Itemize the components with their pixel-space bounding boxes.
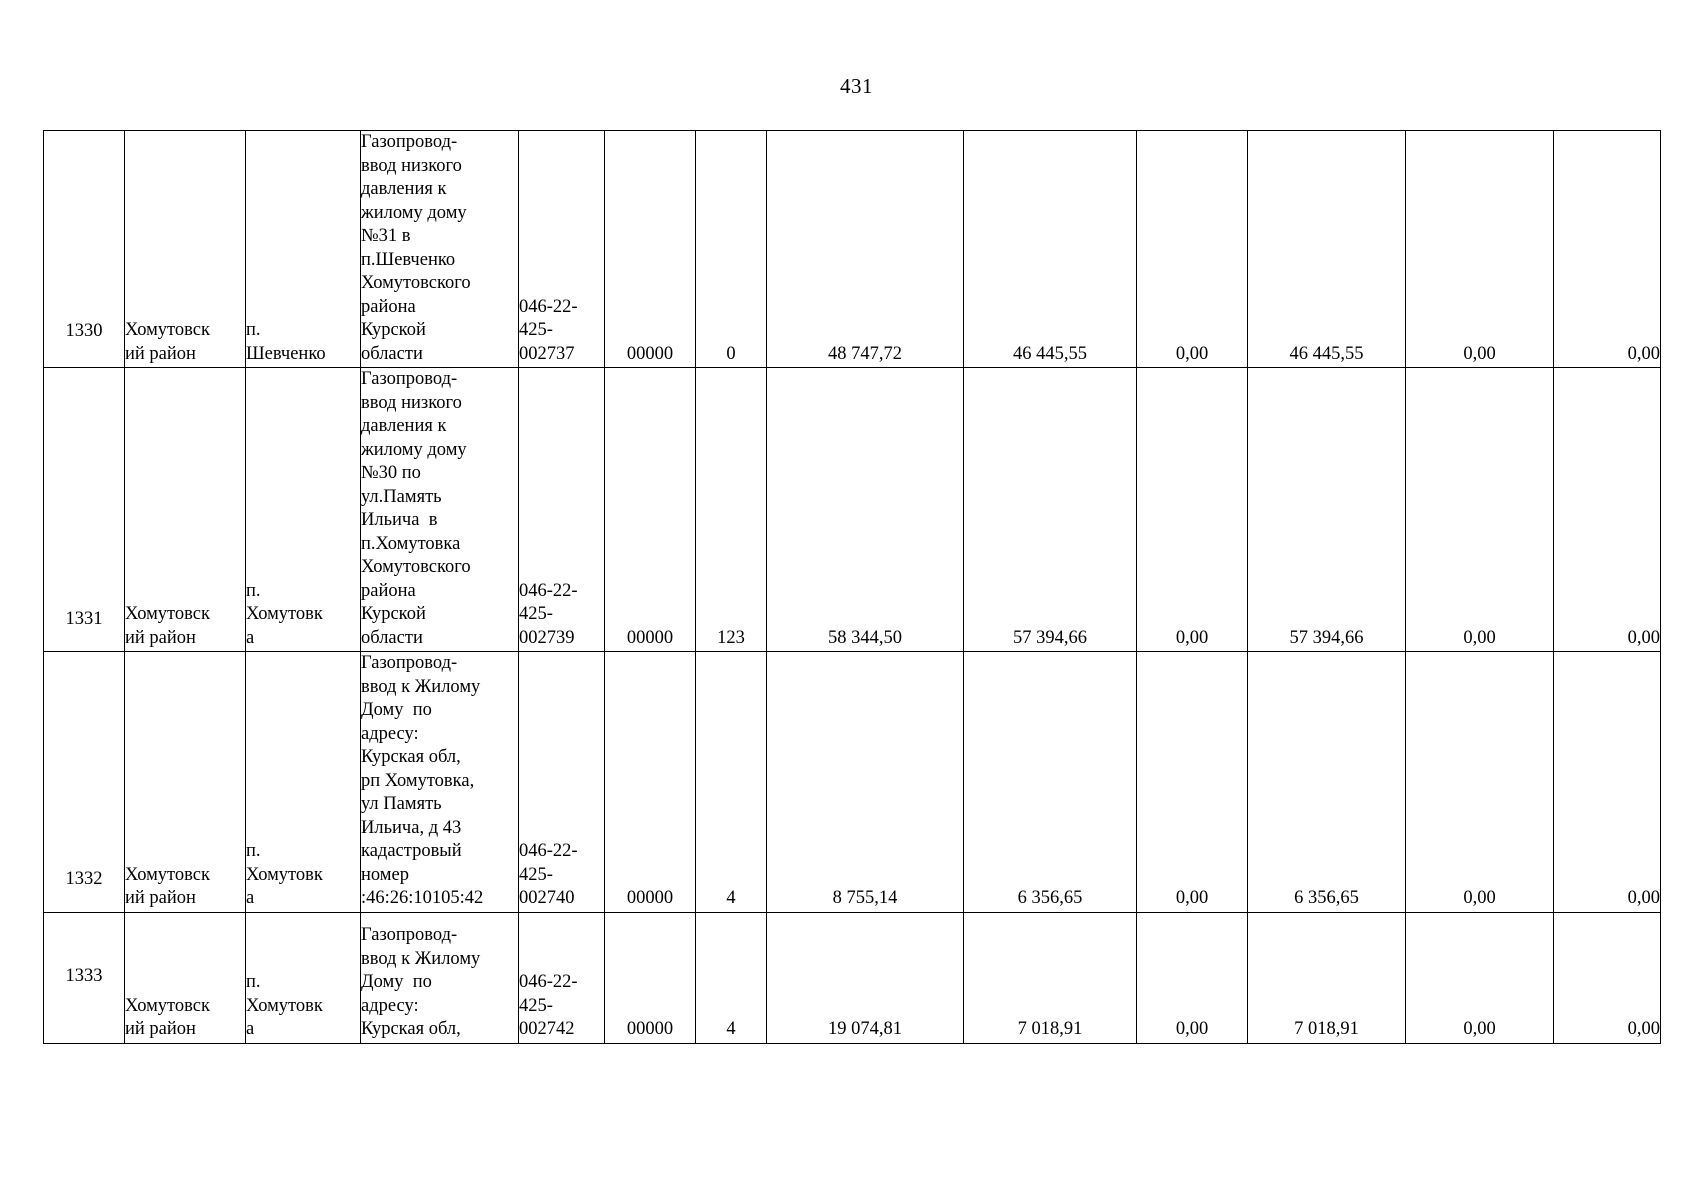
settlement-line: Хомутовк xyxy=(246,864,323,885)
col12-cell: 0,00 xyxy=(1406,368,1554,652)
name-line: п.Шевченко xyxy=(361,249,456,270)
table-row xyxy=(44,368,1661,652)
district-line: Хомутовск xyxy=(125,995,210,1016)
col9-cell: 46 445,55 xyxy=(964,131,1137,368)
name-line: :46:26:10105:42 xyxy=(361,888,484,908)
name-line: адресу: xyxy=(361,723,419,744)
district-line: ий район xyxy=(125,627,196,648)
name-line: Курская обл, xyxy=(361,1019,461,1039)
code-line: 002742 xyxy=(519,1019,575,1039)
col13-cell: 0,00 xyxy=(1554,131,1661,368)
col7-cell: 4 xyxy=(696,652,767,913)
col10-cell: 0,00 xyxy=(1137,368,1248,652)
inventory-code-cell xyxy=(519,912,605,1043)
row-number: 1332 xyxy=(44,652,125,913)
name-line: рп Хомутовка, xyxy=(361,770,475,791)
district-line: Хомутовск xyxy=(125,864,210,885)
col6-cell: 00000 xyxy=(605,131,696,368)
col10-cell: 0,00 xyxy=(1137,652,1248,913)
settlement-cell xyxy=(246,131,361,368)
settlement-line: п. xyxy=(246,320,261,340)
code-line: 046-22- xyxy=(519,841,578,861)
col9-cell: 57 394,66 xyxy=(964,368,1137,652)
inventory-code-cell xyxy=(519,131,605,368)
settlement-cell xyxy=(246,912,361,1043)
table-row xyxy=(44,652,1661,913)
table-row xyxy=(44,131,1661,368)
col8-cell: 8 755,14 xyxy=(767,652,964,913)
name-line: области xyxy=(361,627,423,648)
district-cell xyxy=(125,912,246,1043)
col6-cell: 00000 xyxy=(605,912,696,1043)
col7-cell: 123 xyxy=(696,368,767,652)
name-line: номер xyxy=(361,864,409,885)
district-cell xyxy=(125,368,246,652)
col13-cell: 0,00 xyxy=(1554,368,1661,652)
settlement-line: п. xyxy=(246,580,261,601)
name-line: жилому дому xyxy=(361,202,467,223)
settlement-line: п. xyxy=(246,841,261,861)
col11-cell: 57 394,66 xyxy=(1248,368,1406,652)
name-line: №31 в xyxy=(361,226,411,246)
name-line: Хомутовского xyxy=(361,557,471,577)
inventory-code-cell xyxy=(519,652,605,913)
district-line: Хомутовск xyxy=(125,604,210,624)
col6-cell: 00000 xyxy=(605,368,696,652)
district-line: ий район xyxy=(125,888,196,908)
code-line: 425- xyxy=(519,995,553,1016)
col9-cell: 7 018,91 xyxy=(964,912,1137,1043)
object-name-cell xyxy=(361,912,519,1043)
name-line: Дому по xyxy=(361,972,432,992)
name-line: ввод к Жилому xyxy=(361,948,481,969)
name-line: Газопровод- xyxy=(361,925,458,945)
name-line: ул.Память xyxy=(361,486,442,507)
name-line: Ильича в xyxy=(361,510,438,530)
district-cell xyxy=(125,131,246,368)
row-number: 1333 xyxy=(44,912,125,1043)
col8-cell: 48 747,72 xyxy=(767,131,964,368)
code-line: 002737 xyxy=(519,343,575,364)
col13-cell: 0,00 xyxy=(1554,912,1661,1043)
col11-cell: 6 356,65 xyxy=(1248,652,1406,913)
name-line: ввод низкого xyxy=(361,392,462,413)
settlement-line: а xyxy=(246,627,255,648)
name-line: района xyxy=(361,296,416,317)
col12-cell: 0,00 xyxy=(1406,131,1554,368)
name-line: давления к xyxy=(361,179,447,199)
inventory-code-cell xyxy=(519,368,605,652)
name-line: ввод к Жилому xyxy=(361,676,481,697)
page-number: 431 xyxy=(840,74,873,98)
col10-cell: 0,00 xyxy=(1137,131,1248,368)
settlement-line: а xyxy=(246,888,255,908)
col11-cell: 7 018,91 xyxy=(1248,912,1406,1043)
code-line: 046-22- xyxy=(519,580,578,601)
district-cell xyxy=(125,652,246,913)
name-line: кадастровый xyxy=(361,841,462,861)
name-line: Курской xyxy=(361,604,426,624)
code-line: 425- xyxy=(519,604,553,624)
code-line: 046-22- xyxy=(519,972,578,992)
settlement-line: п. xyxy=(246,972,261,992)
name-line: жилому дому xyxy=(361,439,467,460)
name-line: Газопровод- xyxy=(361,132,458,152)
col8-cell: 58 344,50 xyxy=(767,368,964,652)
code-line: 046-22- xyxy=(519,296,578,317)
name-line: Дому по xyxy=(361,700,432,720)
name-line: Газопровод- xyxy=(361,369,458,389)
settlement-cell xyxy=(246,652,361,913)
district-line: ий район xyxy=(125,1019,196,1039)
name-line: Ильича, д 43 xyxy=(361,817,462,838)
col11-cell: 46 445,55 xyxy=(1248,131,1406,368)
code-line: 002740 xyxy=(519,888,575,908)
name-line: ввод низкого xyxy=(361,155,462,176)
settlement-line: Хомутовк xyxy=(246,604,323,624)
row-number: 1330 xyxy=(44,131,125,368)
district-line: Хомутовск xyxy=(125,320,210,340)
col12-cell: 0,00 xyxy=(1406,652,1554,913)
name-line: давления к xyxy=(361,416,447,436)
table-row xyxy=(44,912,1661,1043)
code-line: 002739 xyxy=(519,627,575,648)
object-name-cell xyxy=(361,131,519,368)
name-line: области xyxy=(361,343,423,364)
name-line: ул Память xyxy=(361,794,442,814)
col7-cell: 0 xyxy=(696,131,767,368)
district-line: ий район xyxy=(125,343,196,364)
object-name-cell xyxy=(361,368,519,652)
registry-table xyxy=(43,130,1661,1044)
name-line: Хомутовского xyxy=(361,273,471,293)
code-line: 425- xyxy=(519,320,553,340)
name-line: №30 по xyxy=(361,463,421,483)
col13-cell: 0,00 xyxy=(1554,652,1661,913)
col7-cell: 4 xyxy=(696,912,767,1043)
name-line: адресу: xyxy=(361,995,419,1016)
col10-cell: 0,00 xyxy=(1137,912,1248,1043)
name-line: Курской xyxy=(361,320,426,340)
col12-cell: 0,00 xyxy=(1406,912,1554,1043)
object-name-cell xyxy=(361,652,519,913)
col6-cell: 00000 xyxy=(605,652,696,913)
name-line: Газопровод- xyxy=(361,653,458,673)
settlement-line: Хомутовк xyxy=(246,995,323,1016)
name-line: района xyxy=(361,580,416,601)
row-number: 1331 xyxy=(44,368,125,652)
name-line: Курская обл, xyxy=(361,747,461,767)
name-line: п.Хомутовка xyxy=(361,533,461,554)
col8-cell: 19 074,81 xyxy=(767,912,964,1043)
col9-cell: 6 356,65 xyxy=(964,652,1137,913)
settlement-line: а xyxy=(246,1019,255,1039)
settlement-line: Шевченко xyxy=(246,343,326,364)
settlement-cell xyxy=(246,368,361,652)
code-line: 425- xyxy=(519,864,553,885)
